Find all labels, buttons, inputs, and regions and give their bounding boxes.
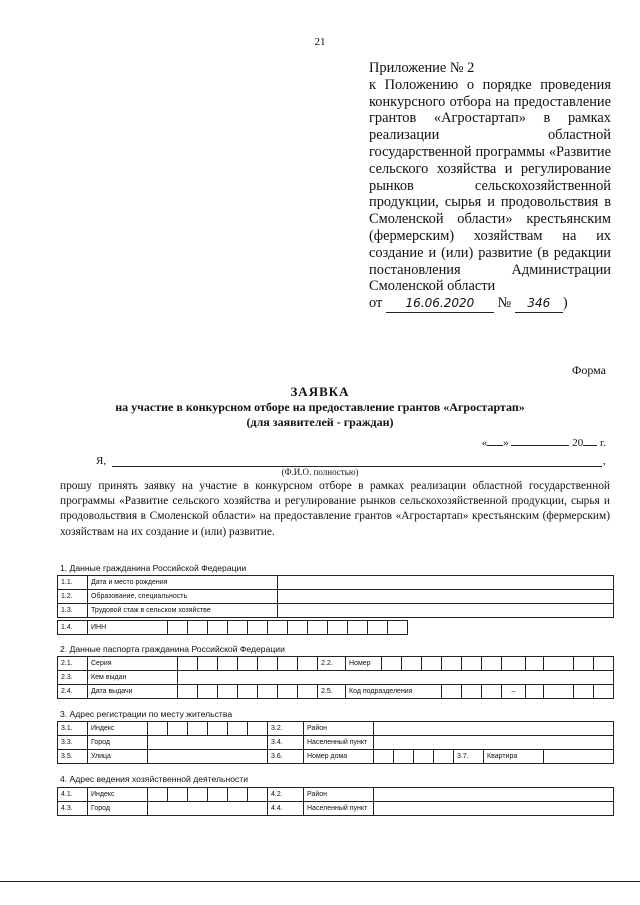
date-digit-cell[interactable] xyxy=(198,685,218,699)
year-prefix: 20 xyxy=(572,437,584,449)
row-label: Квартира xyxy=(484,750,544,764)
section2-table xyxy=(57,656,614,699)
date-digit-cell[interactable] xyxy=(178,685,198,699)
house-digit-cell[interactable] xyxy=(394,750,414,764)
row-label: Город xyxy=(88,736,148,750)
row-number: 4.2. xyxy=(268,788,304,802)
date-digit-cell[interactable] xyxy=(238,685,258,699)
series-digit-cell[interactable] xyxy=(278,657,298,671)
row-label: Трудовой стаж в сельском хозяйстве xyxy=(88,604,278,618)
number-digit-cell[interactable] xyxy=(402,657,422,671)
number-digit-cell[interactable] xyxy=(574,657,594,671)
index-digit-cell[interactable] xyxy=(148,788,168,802)
page-number: 21 xyxy=(314,36,326,48)
number-digit-cell[interactable] xyxy=(482,657,502,671)
number-digit-cell[interactable] xyxy=(502,657,526,671)
decree-date-field xyxy=(386,295,494,313)
decree-number-field xyxy=(515,295,563,313)
appendix-close-paren: ) xyxy=(562,295,568,312)
table-row xyxy=(58,736,614,750)
row-label: Район xyxy=(304,722,374,736)
birth-date-place-input[interactable] xyxy=(278,576,614,590)
date-prefix: от xyxy=(369,295,383,312)
flat-input[interactable] xyxy=(544,750,614,764)
street-input[interactable] xyxy=(148,750,268,764)
row-label: Индекс xyxy=(88,788,148,802)
inn-digit-cell[interactable] xyxy=(348,621,368,635)
number-digit-cell[interactable] xyxy=(422,657,442,671)
row-number: 2.4. xyxy=(58,685,88,699)
inn-digit-cell[interactable] xyxy=(388,621,408,635)
request-paragraph: прошу принять заявку на участие в конкурсном отборе в рамках реализации областной государственной программы «Развитие сельского хозяйства и регулирование рынков сельскохозяйственной продукции, сырья и продовольствия в Смоленской области» на предоставление грантов «Агростартап» крестьянским (фермерским) хозяйствам на их создание и (или) развитие. xyxy=(60,480,610,538)
table-row xyxy=(58,802,614,816)
index-digit-cell[interactable] xyxy=(148,722,168,736)
number-digit-cell[interactable] xyxy=(442,657,462,671)
index-digit-cell[interactable] xyxy=(168,788,188,802)
date-digit-cell[interactable] xyxy=(218,685,238,699)
section4-table xyxy=(57,787,614,816)
empty-cell xyxy=(408,621,614,635)
row-label: Дата и место рождения xyxy=(88,576,278,590)
appendix-block xyxy=(369,60,611,313)
section3-title: 3. Адрес регистрации по месту жительства xyxy=(60,709,233,719)
document-title: ЗАЯВКА xyxy=(290,384,350,399)
city-input[interactable] xyxy=(148,802,268,816)
index-digit-cell[interactable] xyxy=(228,722,248,736)
row-label: Район xyxy=(304,788,374,802)
appendix-date-line xyxy=(369,295,611,313)
row-label: Кем выдан xyxy=(88,671,178,685)
row-number: 3.2. xyxy=(268,722,304,736)
index-digit-cell[interactable] xyxy=(208,722,228,736)
row-number: 4.1. xyxy=(58,788,88,802)
form-label: Форма xyxy=(571,363,606,377)
row-number: 2.2. xyxy=(318,657,346,671)
row-label: Индекс xyxy=(88,722,148,736)
month-field[interactable] xyxy=(511,445,569,446)
row-label: Номер xyxy=(346,657,382,671)
appendix-title: Приложение № 2 xyxy=(369,60,475,76)
fio-caption: (Ф.И.О. полностью) xyxy=(281,467,359,477)
row-label: Город xyxy=(88,802,148,816)
index-digit-cell[interactable] xyxy=(188,788,208,802)
number-digit-cell[interactable] xyxy=(544,657,574,671)
inn-digit-cell[interactable] xyxy=(368,621,388,635)
row-label: ИНН xyxy=(88,621,168,635)
index-digit-cell[interactable] xyxy=(208,788,228,802)
decree-number-value: 346 xyxy=(527,296,551,311)
series-digit-cell[interactable] xyxy=(258,657,278,671)
code-digit-cell[interactable] xyxy=(462,685,482,699)
table-row xyxy=(58,657,614,671)
number-prefix: № xyxy=(497,295,512,312)
row-number: 1.4. xyxy=(58,621,88,635)
house-digit-cell[interactable] xyxy=(374,750,394,764)
table-row xyxy=(58,621,614,635)
inn-digit-cell[interactable] xyxy=(248,621,268,635)
year-field[interactable] xyxy=(583,445,597,446)
row-number: 2.3. xyxy=(58,671,88,685)
number-digit-cell[interactable] xyxy=(526,657,544,671)
row-number: 1.1. xyxy=(58,576,88,590)
code-digit-cell[interactable] xyxy=(574,685,594,699)
index-digit-cell[interactable] xyxy=(248,722,268,736)
table-row xyxy=(58,722,614,736)
index-digit-cell[interactable] xyxy=(168,722,188,736)
section4-title: 4. Адрес ведения хозяйственной деятельности xyxy=(60,774,249,784)
table-row xyxy=(58,685,614,699)
code-digit-cell[interactable] xyxy=(594,685,614,699)
document-audience: (для заявителей - граждан) xyxy=(246,415,394,429)
series-digit-cell[interactable] xyxy=(218,657,238,671)
inn-digit-cell[interactable] xyxy=(168,621,188,635)
index-digit-cell[interactable] xyxy=(188,722,208,736)
row-label: Код подразделения xyxy=(346,685,442,699)
footer-divider xyxy=(0,881,640,882)
row-label: Населенный пункт xyxy=(304,802,374,816)
row-number: 3.5. xyxy=(58,750,88,764)
row-label: Дата выдачи xyxy=(88,685,178,699)
code-digit-cell[interactable] xyxy=(482,685,502,699)
table-row xyxy=(58,576,614,590)
work-experience-input[interactable] xyxy=(278,604,614,618)
series-digit-cell[interactable] xyxy=(298,657,318,671)
table-row xyxy=(58,750,614,764)
issued-by-input[interactable] xyxy=(178,671,614,685)
section2-title: 2. Данные паспорта гражданина Российской Федерации xyxy=(60,644,285,654)
series-digit-cell[interactable] xyxy=(238,657,258,671)
section1-table xyxy=(57,575,614,618)
appendix-body: к Положению о порядке проведения конкурсного отбора на предоставление грантов «Агростартап» в рамках реализации областной государственной программы «Развитие сельского хозяйства и регулирование рынков сельскохозяйственной продукции, сырья и продовольствия в Смоленской области» крестьянским (фермерским) хозяйствам на их создание и (или) развитие (в редакции постановления Администрации Смоленской области xyxy=(369,76,611,295)
row-number: 1.2. xyxy=(58,590,88,604)
house-digit-cell[interactable] xyxy=(434,750,454,764)
row-number: 3.4. xyxy=(268,736,304,750)
inn-table xyxy=(57,620,614,635)
row-number: 4.4. xyxy=(268,802,304,816)
section1-title: 1. Данные гражданина Российской Федерации xyxy=(60,563,247,573)
table-row xyxy=(58,604,614,618)
date-close-quote: » xyxy=(503,437,509,449)
row-number: 3.7. xyxy=(454,750,484,764)
row-number: 3.1. xyxy=(58,722,88,736)
locality-input[interactable] xyxy=(374,736,614,750)
row-label: Серия xyxy=(88,657,178,671)
education-input[interactable] xyxy=(278,590,614,604)
city-input[interactable] xyxy=(148,736,268,750)
index-digit-cell[interactable] xyxy=(228,788,248,802)
row-number: 2.1. xyxy=(58,657,88,671)
number-digit-cell[interactable] xyxy=(594,657,614,671)
day-field[interactable] xyxy=(487,445,503,446)
row-label: Номер дома xyxy=(304,750,374,764)
row-number: 4.3. xyxy=(58,802,88,816)
series-digit-cell[interactable] xyxy=(178,657,198,671)
inn-digit-cell[interactable] xyxy=(308,621,328,635)
table-row xyxy=(58,590,614,604)
district-input[interactable] xyxy=(374,788,614,802)
year-suffix: г. xyxy=(599,437,606,449)
inn-digit-cell[interactable] xyxy=(208,621,228,635)
number-digit-cell[interactable] xyxy=(462,657,482,671)
date-open-quote: « xyxy=(481,437,488,449)
row-label: Улица xyxy=(88,750,148,764)
code-digit-cell[interactable] xyxy=(544,685,574,699)
inn-digit-cell[interactable] xyxy=(228,621,248,635)
section3-table xyxy=(57,721,614,764)
code-digit-cell[interactable] xyxy=(526,685,544,699)
applicant-comma: , xyxy=(603,455,606,467)
row-number: 1.3. xyxy=(58,604,88,618)
application-date-line xyxy=(482,437,606,449)
code-dash: – xyxy=(502,685,526,699)
district-input[interactable] xyxy=(374,722,614,736)
row-number: 3.6. xyxy=(268,750,304,764)
inn-digit-cell[interactable] xyxy=(288,621,308,635)
row-label: Образование, специальность xyxy=(88,590,278,604)
number-digit-cell[interactable] xyxy=(382,657,402,671)
code-digit-cell[interactable] xyxy=(442,685,462,699)
applicant-prefix: Я, xyxy=(96,455,107,467)
table-row xyxy=(58,788,614,802)
date-digit-cell[interactable] xyxy=(258,685,278,699)
date-digit-cell[interactable] xyxy=(278,685,298,699)
inn-digit-cell[interactable] xyxy=(328,621,348,635)
table-row xyxy=(58,671,614,685)
row-number: 3.3. xyxy=(58,736,88,750)
row-number: 2.5. xyxy=(318,685,346,699)
row-label: Населенный пункт xyxy=(304,736,374,750)
inn-digit-cell[interactable] xyxy=(188,621,208,635)
series-digit-cell[interactable] xyxy=(198,657,218,671)
date-digit-cell[interactable] xyxy=(298,685,318,699)
house-digit-cell[interactable] xyxy=(414,750,434,764)
index-digit-cell[interactable] xyxy=(248,788,268,802)
document-subtitle: на участие в конкурсном отборе на предоставление грантов «Агростартап» xyxy=(115,400,525,414)
locality-input[interactable] xyxy=(374,802,614,816)
decree-date-value: 16.06.2020 xyxy=(405,296,475,311)
inn-digit-cell[interactable] xyxy=(268,621,288,635)
